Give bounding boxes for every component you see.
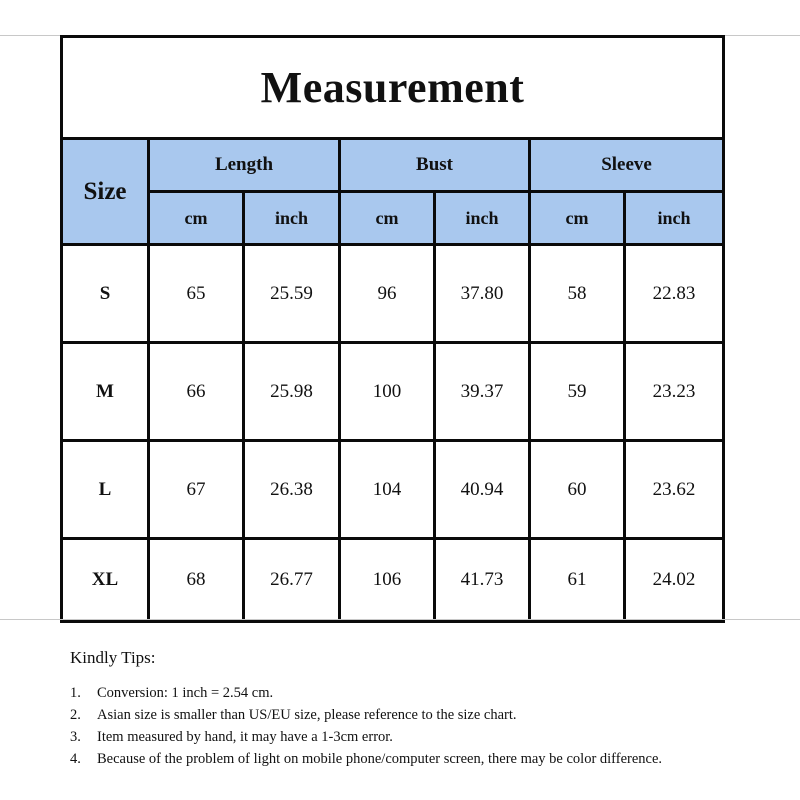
tip-number: 1. <box>70 685 81 701</box>
bust-cm-cell: 96 <box>340 245 435 343</box>
sleeve-cm-cell: 61 <box>530 539 625 622</box>
length-cm-cell: 65 <box>149 245 244 343</box>
tips-title: Kindly Tips: <box>70 648 156 667</box>
table-title: Measurement <box>62 37 724 139</box>
size-cell: S <box>62 245 149 343</box>
sleeve-cm-cell: 59 <box>530 343 625 441</box>
tips-list <box>70 682 770 770</box>
size-cell: L <box>62 441 149 539</box>
sleeve-inch-cell: 24.02 <box>625 539 724 622</box>
size-column-header: Size <box>62 139 149 245</box>
bust-cm-cell: 100 <box>340 343 435 441</box>
table-row <box>62 343 724 441</box>
list-item <box>70 748 770 770</box>
sleeve-inch-header: inch <box>625 192 724 245</box>
tips-section <box>70 648 770 770</box>
bust-inch-cell: 37.80 <box>435 245 530 343</box>
length-group-header: Length <box>149 139 340 192</box>
length-inch-cell: 25.98 <box>244 343 340 441</box>
length-inch-cell: 26.38 <box>244 441 340 539</box>
bottom-divider <box>0 619 800 620</box>
bust-inch-cell: 41.73 <box>435 539 530 622</box>
bust-cm-cell: 104 <box>340 441 435 539</box>
sleeve-group-header: Sleeve <box>530 139 724 192</box>
sleeve-cm-cell: 58 <box>530 245 625 343</box>
bust-inch-cell: 40.94 <box>435 441 530 539</box>
length-cm-cell: 68 <box>149 539 244 622</box>
length-inch-cell: 25.59 <box>244 245 340 343</box>
length-inch-cell: 26.77 <box>244 539 340 622</box>
tip-text: Conversion: 1 inch = 2.54 cm. <box>97 685 274 701</box>
bust-inch-cell: 39.37 <box>435 343 530 441</box>
table-row <box>62 245 724 343</box>
size-chart-table <box>60 35 725 623</box>
bust-cm-header: cm <box>340 192 435 245</box>
length-cm-cell: 67 <box>149 441 244 539</box>
tip-number: 4. <box>70 751 81 767</box>
list-item <box>70 726 770 748</box>
length-cm-cell: 66 <box>149 343 244 441</box>
sleeve-inch-cell: 23.62 <box>625 441 724 539</box>
sleeve-cm-cell: 60 <box>530 441 625 539</box>
length-inch-header: inch <box>244 192 340 245</box>
length-cm-header: cm <box>149 192 244 245</box>
sleeve-inch-cell: 23.23 <box>625 343 724 441</box>
table-row <box>62 441 724 539</box>
list-item <box>70 704 770 726</box>
sleeve-inch-cell: 22.83 <box>625 245 724 343</box>
tip-number: 3. <box>70 729 81 745</box>
tip-text: Asian size is smaller than US/EU size, please reference to the size chart. <box>97 707 517 723</box>
tip-number: 2. <box>70 707 81 723</box>
tip-text: Because of the problem of light on mobile phone/computer screen, there may be color difference. <box>97 751 663 767</box>
tip-text: Item measured by hand, it may have a 1-3cm error. <box>97 729 393 745</box>
list-item <box>70 682 770 704</box>
bust-inch-header: inch <box>435 192 530 245</box>
size-cell: XL <box>62 539 149 622</box>
bust-group-header: Bust <box>340 139 530 192</box>
table-row <box>62 539 724 622</box>
sleeve-cm-header: cm <box>530 192 625 245</box>
bust-cm-cell: 106 <box>340 539 435 622</box>
size-cell: M <box>62 343 149 441</box>
